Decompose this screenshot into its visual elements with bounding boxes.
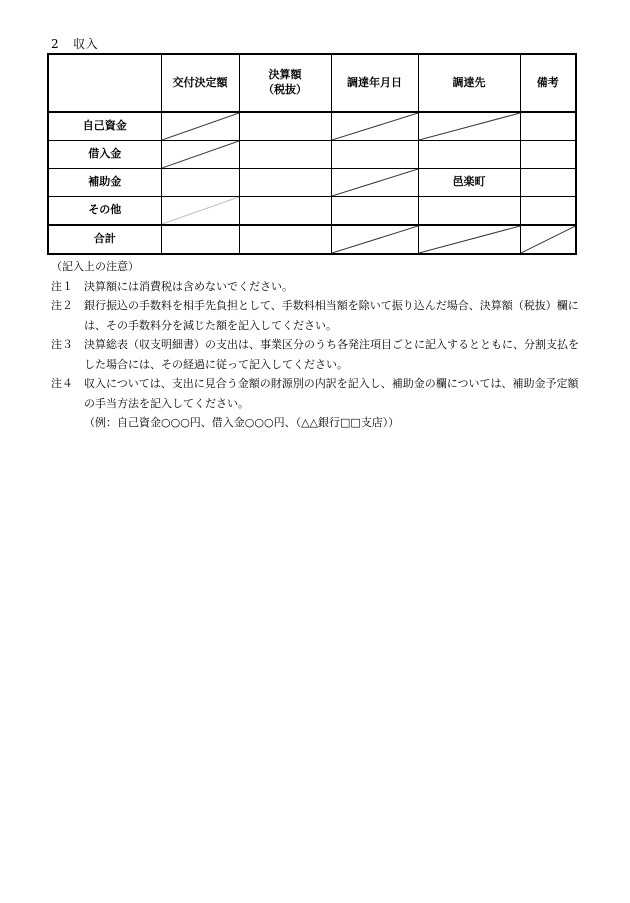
note-text: 収入については、支出に見合う金額の財源別の内訳を記入し、補助金の欄については、補助金予定額の手当方法を記入してください。	[84, 377, 579, 410]
table-cell[interactable]	[161, 225, 239, 254]
table-cell[interactable]	[520, 141, 576, 169]
note-label: 注２	[51, 299, 73, 312]
table-total-row	[48, 225, 576, 254]
note-label: 注１	[51, 279, 73, 293]
table-row	[48, 197, 576, 226]
table-cell[interactable]	[331, 197, 418, 226]
note-example: （例：自己資金○○○円、借入金○○○円、（△△銀行□□支店））	[84, 416, 400, 429]
section-number: 2	[51, 37, 60, 51]
note-item	[51, 335, 581, 374]
row-label: その他	[48, 197, 161, 226]
header-procurement-date: 調達年月日	[331, 54, 418, 112]
header-remarks: 備考	[520, 54, 576, 112]
slashed-cell	[520, 225, 576, 254]
header-procurement-source: 調達先	[418, 54, 520, 112]
table-cell[interactable]	[331, 141, 418, 169]
header-blank-cell	[48, 54, 161, 112]
table-cell[interactable]	[418, 141, 520, 169]
table-row	[48, 112, 576, 141]
table-cell[interactable]	[239, 112, 331, 141]
table-cell[interactable]	[239, 225, 331, 254]
note-label: 注３	[51, 338, 73, 351]
slashed-cell	[161, 141, 239, 169]
note-label: 注４	[51, 377, 73, 390]
notes-section	[51, 257, 581, 433]
slashed-cell	[331, 169, 418, 197]
table-cell[interactable]	[520, 169, 576, 197]
table-cell[interactable]	[520, 112, 576, 141]
income-table	[47, 53, 577, 255]
slashed-cell	[418, 112, 520, 141]
note-item	[51, 277, 581, 297]
section-title	[51, 35, 98, 52]
table-row	[48, 169, 576, 197]
table-cell[interactable]	[239, 169, 331, 197]
table-cell[interactable]	[520, 197, 576, 226]
note-text: 銀行振込の手数料を相手先負担として、手数料相当額を除いて振り込んだ場合、決算額（税抜）欄には、その手数料分を減じた額を記入してください。	[84, 299, 579, 332]
slashed-cell	[331, 112, 418, 141]
table-header-row	[48, 54, 576, 112]
table-row	[48, 141, 576, 169]
table-cell[interactable]	[239, 197, 331, 226]
header-settlement-amount	[239, 54, 331, 112]
row-label: 補助金	[48, 169, 161, 197]
note-text: 決算総表（収支明細書）の支出は、事業区分のうち各発注項目ごとに記入するとともに、分割支払をした場合には、その経過に従って記入してください。	[84, 338, 579, 371]
table-cell[interactable]	[418, 197, 520, 226]
notes-heading: （記入上の注意）	[51, 260, 139, 273]
row-label: 自己資金	[48, 112, 161, 141]
slashed-cell	[161, 112, 239, 141]
slashed-cell	[331, 225, 418, 254]
header-grant-decision-amount: 交付決定額	[161, 54, 239, 112]
table-cell[interactable]	[161, 169, 239, 197]
note-item	[51, 296, 581, 335]
note-item	[51, 374, 581, 413]
section-heading: 収入	[73, 37, 99, 51]
row-label: 合計	[48, 225, 161, 254]
note-text: 決算額には消費税は含めないでください。	[84, 279, 293, 293]
table-cell[interactable]	[239, 141, 331, 169]
header-settlement-line2: （税抜）	[263, 83, 307, 96]
slashed-cell	[418, 225, 520, 254]
procurement-source-cell: 邑楽町	[418, 169, 520, 197]
header-settlement-line1: 決算額	[268, 68, 302, 82]
row-label: 借入金	[48, 141, 161, 169]
slashed-cell	[161, 197, 239, 226]
